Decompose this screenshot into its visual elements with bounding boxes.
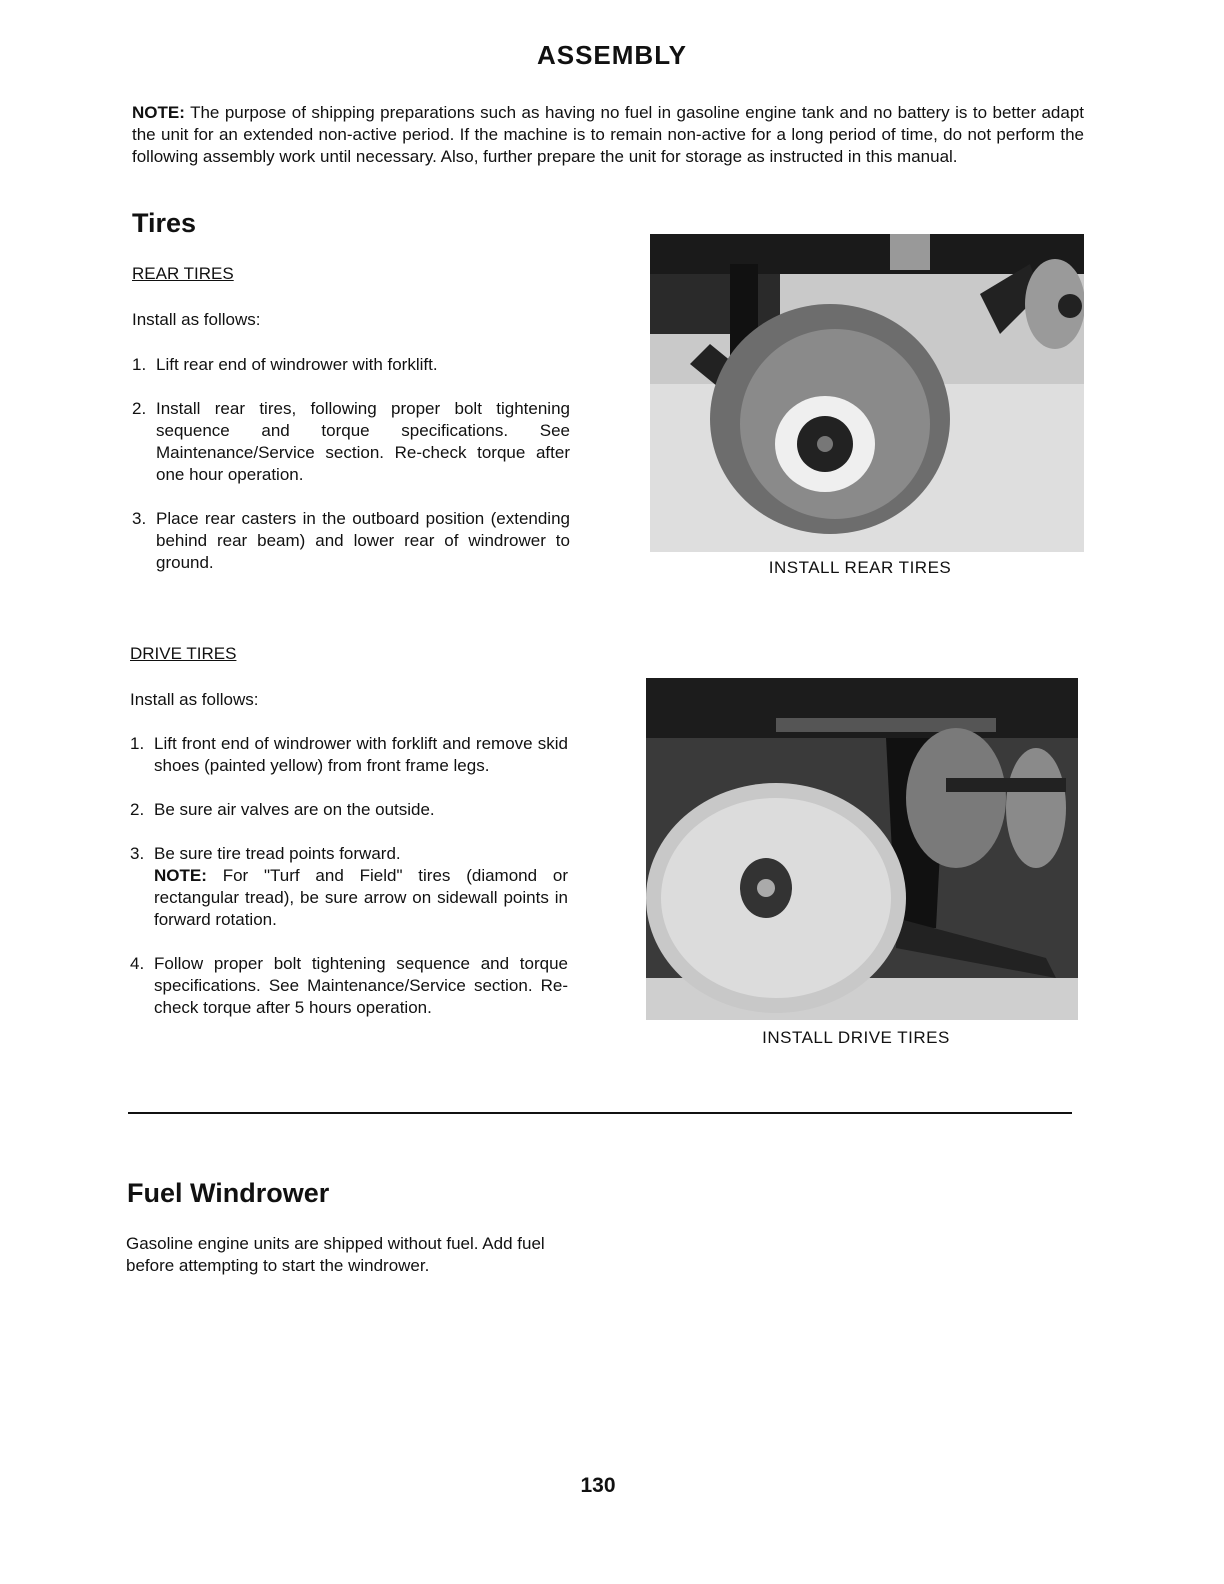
fuel-text: Gasoline engine units are shipped without fuel. Add fuel before attempting to start the windrower. <box>126 1234 545 1275</box>
list-item: 3. Place rear casters in the outboard position (extending behind rear beam) and lower rear of windrower to ground. <box>132 509 570 572</box>
rear-tires-intro: Install as follows: <box>132 310 261 329</box>
list-item: 3. Be sure tire tread points forward. NOTE: For "Turf and Field" tires (diamond or rectangular tread), be sure arrow on sidewall points in forward rotation. <box>130 844 568 929</box>
step-text: Lift rear end of windrower with forklift. <box>156 355 438 374</box>
note-text: The purpose of shipping preparations such as having no fuel in gasoline engine tank and no battery is to better adapt the unit for an extended non-active period. If the machine is to remain non-active for a long period of time, do not perform the following assembly work until necessary. Also, further prepare the unit for storage as instructed in this manual. <box>132 103 1084 166</box>
rear-tire-photo <box>650 234 1084 552</box>
step-text: Follow proper bolt tightening sequence and torque specifications. See Maintenance/Service section. Re-check torque after 5 hours operation. <box>154 954 568 1017</box>
step-text: Lift front end of windrower with forklift and remove skid shoes (painted yellow) from front frame legs. <box>154 734 568 775</box>
step-text: Be sure tire tread points forward. <box>154 844 401 863</box>
drive-tires-intro: Install as follows: <box>130 690 259 709</box>
step-note-label: NOTE: <box>154 866 207 885</box>
drive-tire-caption: INSTALL DRIVE TIRES <box>762 1028 950 1047</box>
list-item: 2. Be sure air valves are on the outside. <box>130 800 435 819</box>
rear-tires-steps <box>132 354 570 596</box>
step-text: Install rear tires, following proper bolt tightening sequence and torque specifications. See Maintenance/Service section. Re-check torque after one hour operation. <box>156 399 570 484</box>
drive-tire-icon <box>646 678 1078 1020</box>
tires-heading: Tires <box>132 208 197 238</box>
rear-tire-icon <box>650 234 1084 552</box>
drive-tires-steps <box>130 733 568 1041</box>
list-item: 4. Follow proper bolt tightening sequence and torque specifications. See Maintenance/Service section. Re-check torque after 5 hours operation. <box>130 954 568 1017</box>
drive-tire-photo <box>646 678 1078 1020</box>
step-note-text: For "Turf and Field" tires (diamond or rectangular tread), be sure arrow on sidewall points in forward rotation. <box>154 866 568 929</box>
list-item: 1. Lift front end of windrower with forklift and remove skid shoes (painted yellow) from front frame legs. <box>130 734 568 775</box>
rear-tires-subheading: REAR TIRES <box>132 264 234 283</box>
rear-tire-caption: INSTALL REAR TIRES <box>768 558 952 577</box>
section-divider <box>128 1112 1072 1114</box>
note-label: NOTE: <box>132 103 185 122</box>
drive-tires-subheading: DRIVE TIRES <box>130 644 237 663</box>
page-number: 130 <box>580 1474 616 1497</box>
shipping-note <box>132 102 1084 168</box>
step-text: Place rear casters in the outboard position (extending behind rear beam) and lower rear of windrower to ground. <box>156 509 570 572</box>
page-title: ASSEMBLY <box>536 40 688 70</box>
fuel-heading: Fuel Windrower <box>127 1178 330 1208</box>
list-item: 2. Install rear tires, following proper bolt tightening sequence and torque specifications. See Maintenance/Service section. Re-check torque after one hour operation. <box>132 399 570 484</box>
step-text: Be sure air valves are on the outside. <box>154 800 435 819</box>
list-item: 1. Lift rear end of windrower with forklift. <box>132 355 438 374</box>
